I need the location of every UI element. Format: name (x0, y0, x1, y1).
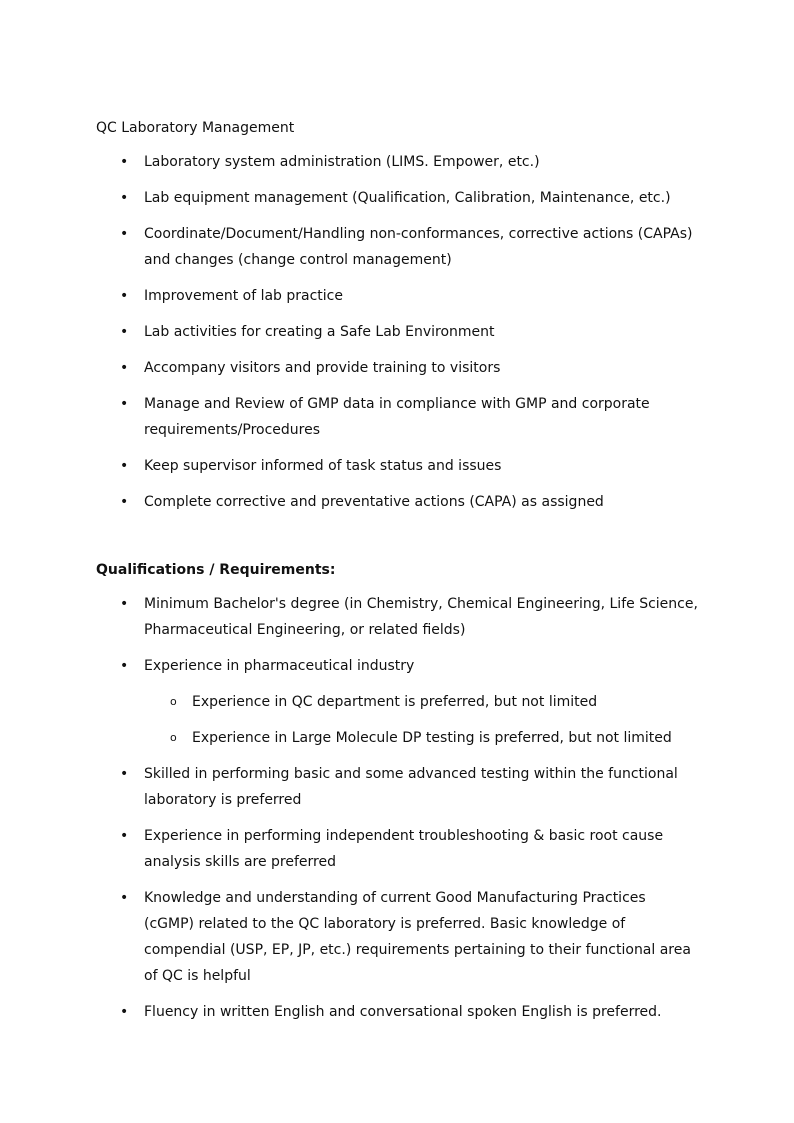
list-item (96, 761, 698, 813)
list-item-text: Keep supervisor informed of task status and issues (144, 458, 502, 474)
bullet-mark: • (120, 396, 129, 412)
bullet-mark: • (120, 890, 129, 906)
bullet-mark: • (120, 324, 129, 340)
sub-list-item (144, 725, 698, 751)
bullet-mark: • (120, 360, 129, 376)
sub-bullet-mark: o (170, 695, 177, 708)
bullet-mark: • (120, 658, 129, 674)
list-item-text: Accompany visitors and provide training to visitors (144, 360, 501, 376)
list-item (96, 453, 698, 479)
list-item-text: Coordinate/Document/Handling non-conformances, corrective actions (CAPAs) and changes (change control management) (144, 226, 693, 268)
list-item-text: Experience in performing independent troubleshooting & basic root cause analysis skills are preferred (144, 828, 664, 870)
sub-list-item (144, 689, 698, 715)
list-item (96, 391, 698, 443)
list-item-text: Lab activities for creating a Safe Lab Environment (144, 324, 495, 340)
section-title-qc-lab-management: QC Laboratory Management (96, 120, 295, 136)
sub-bullet-mark: o (170, 731, 177, 744)
bullet-mark: • (120, 154, 129, 170)
list-item-text: Skilled in performing basic and some advanced testing within the functional laboratory is preferred (144, 766, 678, 808)
section-spacer (96, 515, 698, 559)
sub-list-item-text: Experience in Large Molecule DP testing is preferred, but not limited (192, 730, 672, 746)
bullet-mark: • (120, 288, 129, 304)
section-title-qualifications: Qualifications / Requirements: (96, 562, 336, 578)
list-item-text: Knowledge and understanding of current Good Manufacturing Practices (cGMP) related to the QC laboratory is preferred. Basic knowledge of compendial (USP, EP, JP, etc.) requirements pertaining to their functional area of QC is helpful (144, 890, 691, 984)
list-item (96, 185, 698, 211)
bullet-mark: • (120, 226, 129, 242)
list-item-text: Lab equipment management (Qualification, Calibration, Maintenance, etc.) (144, 190, 671, 206)
sub-list-item-text: Experience in QC department is preferred, but not limited (192, 694, 598, 710)
list-item-text: Minimum Bachelor's degree (in Chemistry, Chemical Engineering, Life Science, Pharmaceutical Engineering, or related fields) (144, 596, 698, 638)
qc-lab-management-list (96, 149, 698, 515)
experience-sub-list (144, 689, 698, 751)
list-item (96, 591, 698, 643)
list-item (96, 355, 698, 381)
qualifications-list (96, 591, 698, 1025)
bullet-mark: • (120, 828, 129, 844)
bullet-mark: • (120, 190, 129, 206)
list-item (96, 823, 698, 875)
bullet-mark: • (120, 494, 129, 510)
list-item (96, 653, 698, 751)
bullet-mark: • (120, 596, 129, 612)
list-item (96, 885, 698, 989)
list-item-text: Complete corrective and preventative actions (CAPA) as assigned (144, 494, 604, 510)
list-item (96, 319, 698, 345)
list-item-text: Improvement of lab practice (144, 288, 343, 304)
list-item (96, 221, 698, 273)
list-item-text: Fluency in written English and conversational spoken English is preferred. (144, 1004, 662, 1020)
list-item-text: Laboratory system administration (LIMS. Empower, etc.) (144, 154, 540, 170)
list-item-text: Experience in pharmaceutical industry (144, 658, 415, 674)
list-item (96, 489, 698, 515)
list-item (96, 283, 698, 309)
bullet-mark: • (120, 766, 129, 782)
list-item-text: Manage and Review of GMP data in compliance with GMP and corporate requirements/Procedures (144, 396, 650, 438)
list-item (96, 149, 698, 175)
bullet-mark: • (120, 1004, 129, 1020)
list-item (96, 999, 698, 1025)
bullet-mark: • (120, 458, 129, 474)
